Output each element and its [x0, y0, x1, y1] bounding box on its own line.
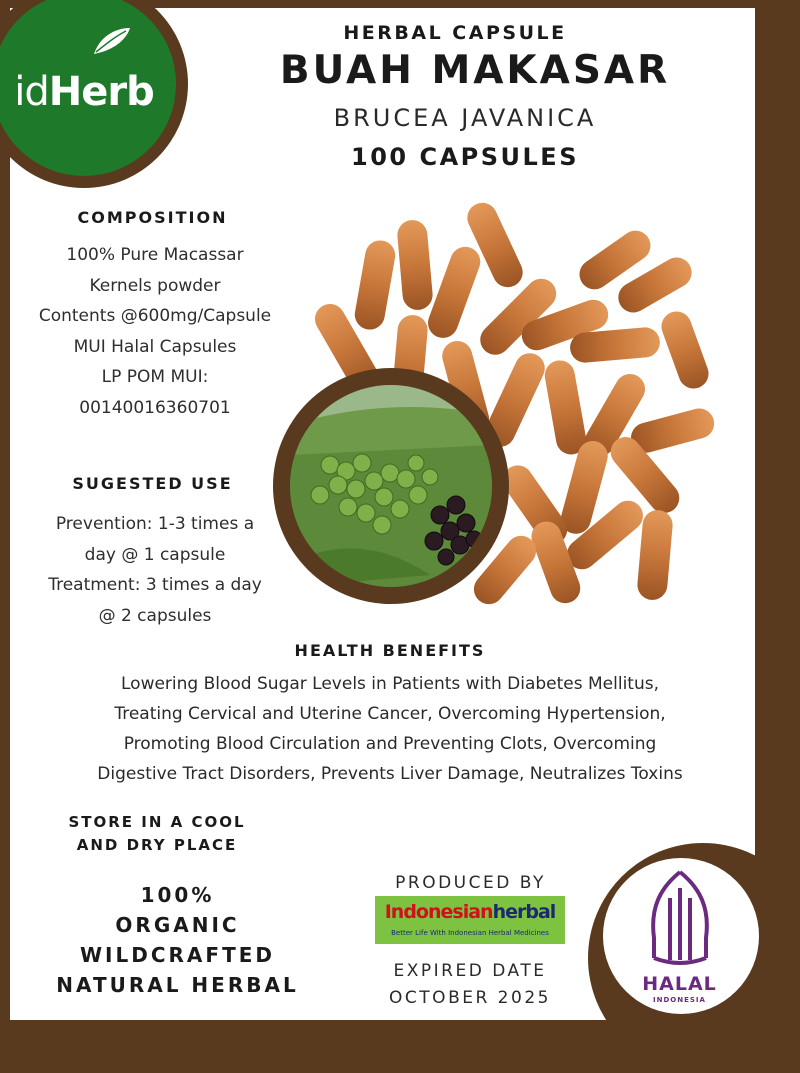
product-title: BUAH MAKASAR — [279, 48, 671, 93]
use-line: Prevention: 1-3 times a — [55, 514, 255, 534]
producer-logo — [375, 896, 565, 944]
storage-line: STORE IN A COOL — [68, 813, 246, 831]
benefit-line: Treating Cervical and Uterine Cancer, Overcoming Hypertension, — [114, 704, 666, 724]
organic-line: ORGANIC — [115, 913, 240, 937]
halal-logo-icon — [640, 868, 720, 968]
produced-by-label: PRODUCED BY — [395, 873, 546, 893]
health-benefits-title: HEALTH BENEFITS — [294, 641, 486, 660]
producer-tagline: Better Life With Indonesian Herbal Medicines — [391, 929, 549, 937]
composition-line: 100% Pure Macassar — [66, 245, 244, 265]
composition-line: 00140016360701 — [79, 397, 231, 418]
organic-claim — [30, 880, 325, 1000]
composition-line: MUI Halal Capsules — [73, 336, 237, 357]
halal-title: HALAL — [642, 973, 717, 995]
use-line: day @ 1 capsule — [84, 544, 226, 565]
composition-line: Kernels powder — [89, 275, 221, 296]
suggested-use-list — [10, 509, 300, 631]
capsule-count: 100 CAPSULES — [351, 143, 579, 171]
idherb-logo — [0, 0, 176, 176]
halal-subtitle: INDONESIA — [653, 996, 706, 1004]
leaf-icon — [92, 26, 132, 56]
category-label: HERBAL CAPSULE — [343, 22, 567, 44]
organic-line: NATURAL HERBAL — [56, 973, 299, 997]
berries-image — [290, 385, 492, 587]
producer-brand: Indonesianherbal — [384, 901, 556, 923]
logo-text: idHerb — [14, 69, 154, 115]
expiry-date — [370, 958, 570, 1012]
fruit-photo — [290, 385, 492, 587]
health-benefits-text — [40, 669, 740, 789]
use-line: @ 2 capsules — [98, 605, 212, 626]
suggested-use-title: SUGESTED USE — [72, 474, 233, 493]
storage-line: AND DRY PLACE — [76, 836, 238, 854]
benefit-line: Lowering Blood Sugar Levels in Patients with Diabetes Mellitus, — [121, 674, 659, 694]
latin-name: BRUCEA JAVANICA — [333, 104, 597, 132]
composition-line: LP POM MUI: — [101, 367, 209, 387]
benefit-line: Digestive Tract Disorders, Prevents Liver Damage, Neutralizes Toxins — [97, 764, 683, 784]
use-line: Treatment: 3 times a day — [48, 575, 262, 595]
expiry-value: OCTOBER 2025 — [389, 988, 551, 1008]
organic-line: 100% — [140, 883, 215, 907]
composition-line: Contents @600mg/Capsule — [38, 306, 272, 326]
composition-title: COMPOSITION — [77, 208, 228, 227]
storage-instructions — [52, 811, 262, 857]
expiry-label: EXPIRED DATE — [393, 961, 547, 981]
composition-list — [10, 240, 300, 423]
organic-line: WILDCRAFTED — [80, 943, 275, 967]
benefit-line: Promoting Blood Circulation and Preventing Clots, Overcoming — [123, 734, 657, 754]
